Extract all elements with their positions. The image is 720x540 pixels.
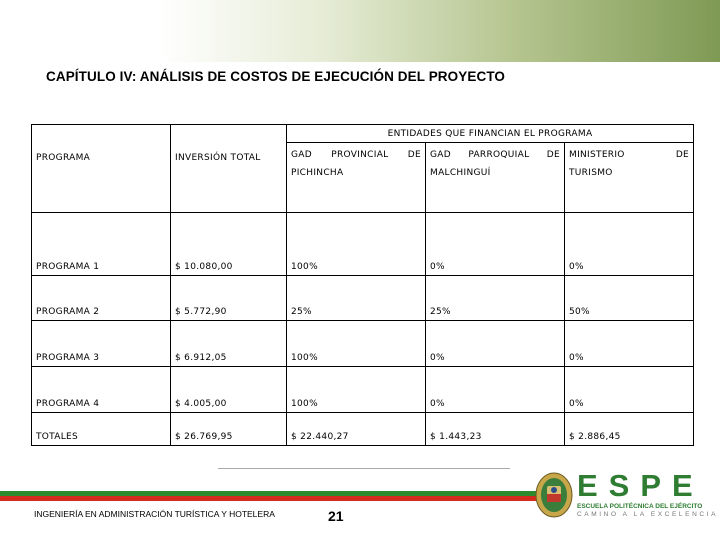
footer-red-bar	[0, 496, 538, 501]
cell-ministerio: 50%	[565, 276, 694, 321]
logo-wordmark: ESPE	[577, 468, 704, 503]
cell-ministerio: 0%	[565, 213, 694, 276]
cell-gad-provincial: 25%	[287, 276, 426, 321]
cell-inversion: $ 5.772,90	[171, 276, 287, 321]
logo-institution-name: ESCUELA POLITÉCNICA DEL EJÉRCITO	[577, 503, 703, 510]
footer-career-text: INGENIERÍA EN ADMINISTRACIÓN TURÍSTICA Y HOTELERA	[34, 509, 275, 519]
cell-programa: PROGRAMA 3	[32, 321, 171, 367]
header-gad-parroquial	[426, 143, 565, 213]
espe-logo	[535, 468, 719, 520]
table-row	[32, 367, 694, 413]
cell-total-ministerio: $ 2.886,45	[565, 413, 694, 446]
cell-total-inversion: $ 26.769,95	[171, 413, 287, 446]
cell-inversion: $ 4.005,00	[171, 367, 287, 413]
cell-programa: PROGRAMA 2	[32, 276, 171, 321]
entity-2-word-2: PARROQUIAL	[468, 150, 530, 160]
cell-gad-provincial: 100%	[287, 321, 426, 367]
cell-ministerio: 0%	[565, 321, 694, 367]
entity-2-word-1: GAD	[430, 150, 451, 160]
footer-divider	[218, 468, 510, 469]
entity-1-word-1: GAD	[291, 150, 312, 160]
cell-total-gad-parroquial: $ 1.443,23	[426, 413, 565, 446]
entity-3-word-1: MINISTERIO	[569, 150, 625, 160]
entity-2-line-2: MALCHINGUÍ	[430, 168, 491, 178]
header-inversion-total: INVERSIÓN TOTAL	[171, 125, 287, 213]
cell-programa: PROGRAMA 4	[32, 367, 171, 413]
cell-inversion: $ 10.080,00	[171, 213, 287, 276]
table-row	[32, 276, 694, 321]
entity-1-line-2: PICHINCHA	[291, 168, 344, 178]
espe-shield-icon	[535, 472, 573, 518]
header-entidades: ENTIDADES QUE FINANCIAN EL PROGRAMA	[287, 125, 694, 143]
cell-totales-label: TOTALES	[32, 413, 171, 446]
chapter-title: CAPÍTULO IV: ANÁLISIS DE COSTOS DE EJECUCIÓN DEL PROYECTO	[46, 69, 506, 84]
entity-3-word-2: DE	[675, 150, 690, 160]
table-row	[32, 321, 694, 367]
page-number: 21	[328, 508, 344, 524]
totals-row	[32, 413, 694, 446]
header-programa: PROGRAMA	[32, 125, 171, 213]
header-gradient-band	[0, 0, 720, 62]
cell-inversion: $ 6.912,05	[171, 321, 287, 367]
cell-gad-parroquial: 0%	[426, 213, 565, 276]
footer-color-bars	[0, 491, 538, 501]
cell-ministerio: 0%	[565, 367, 694, 413]
cell-programa: PROGRAMA 1	[32, 213, 171, 276]
table-row	[32, 213, 694, 276]
cell-gad-parroquial: 0%	[426, 321, 565, 367]
logo-motto: CAMINO A LA EXCELENCIA	[577, 511, 719, 518]
cell-gad-parroquial: 0%	[426, 367, 565, 413]
cell-gad-provincial: 100%	[287, 367, 426, 413]
cell-total-gad-provincial: $ 22.440,27	[287, 413, 426, 446]
entity-1-word-2: PROVINCIAL	[331, 150, 389, 160]
entity-1-word-3: DE	[407, 150, 421, 160]
table-header-row-1	[32, 125, 694, 143]
entity-3-line-2: TURISMO	[569, 168, 613, 178]
header-ministerio-turismo	[565, 143, 694, 213]
financing-table	[31, 124, 694, 446]
cell-gad-provincial: 100%	[287, 213, 426, 276]
cell-gad-parroquial: 25%	[426, 276, 565, 321]
entity-2-word-3: DE	[546, 150, 560, 160]
header-gad-provincial	[287, 143, 426, 213]
